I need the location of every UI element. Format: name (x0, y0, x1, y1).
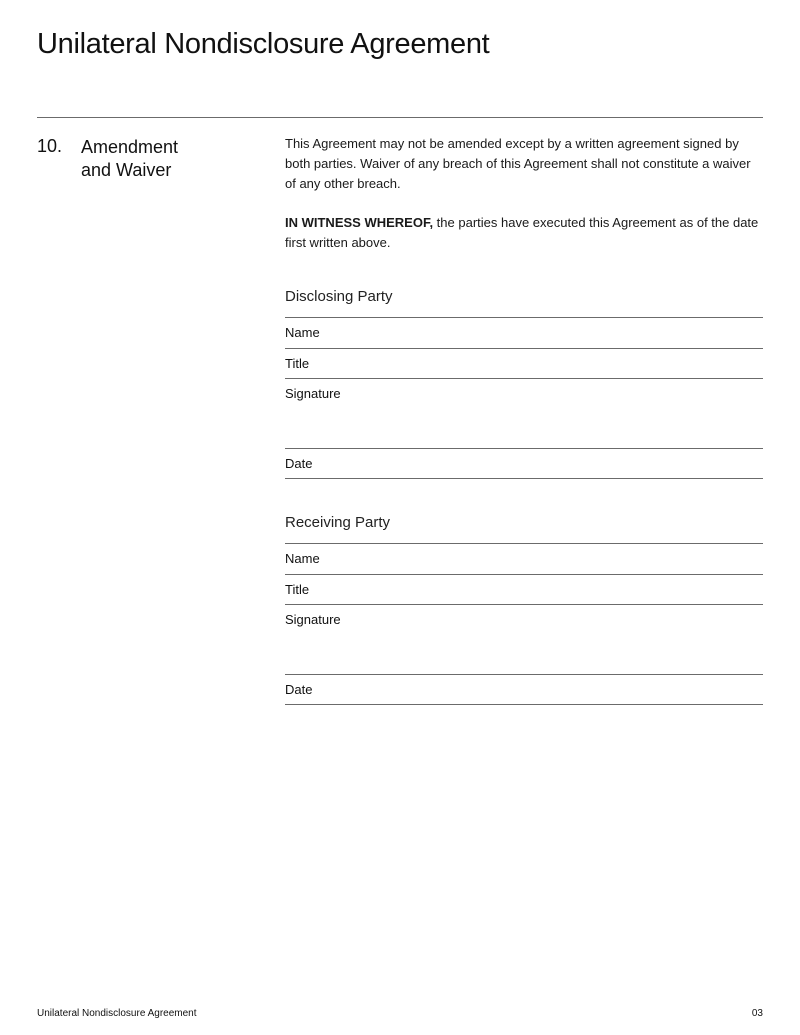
document-title: Unilateral Nondisclosure Agreement (37, 28, 490, 60)
section-number: 10. (37, 136, 63, 156)
receiving-date-field[interactable]: Date (285, 682, 313, 697)
receiving-party-heading: Receiving Party (285, 514, 391, 531)
receiving-rule-date (285, 704, 763, 705)
witness-text: the parties have executed this Agreement as of the date first written above. (285, 215, 759, 250)
disclosing-rule-top (285, 317, 763, 318)
footer-document-title: Unilateral Nondisclosure Agreement (37, 1008, 197, 1019)
section-heading-line-2: and Waiver (81, 160, 172, 180)
disclosing-name-field[interactable]: Name (285, 325, 320, 340)
disclosing-date-field[interactable]: Date (285, 456, 313, 471)
disclosing-rule-name (285, 348, 763, 349)
disclosing-title-field[interactable]: Title (285, 356, 310, 371)
amendment-paragraph: This Agreement may not be amended except by a written agreement signed by both parties. Waiver of any breach of this Agreement shall not constitute a waiver of any other breach. (285, 136, 751, 191)
disclosing-rule-signature (285, 448, 763, 449)
receiving-rule-title (285, 604, 763, 605)
receiving-title-field[interactable]: Title (285, 582, 310, 597)
section-heading (81, 136, 251, 182)
witness-paragraph (285, 213, 765, 253)
page-number: 03 (751, 1008, 763, 1019)
receiving-rule-top (285, 543, 763, 544)
section-heading-line-1: Amendment (81, 137, 179, 157)
receiving-rule-signature (285, 674, 763, 675)
witness-lead: IN WITNESS WHEREOF, (285, 215, 434, 230)
title-divider (37, 117, 763, 118)
disclosing-rule-date (285, 478, 763, 479)
disclosing-party-heading: Disclosing Party (285, 288, 393, 305)
disclosing-signature-field[interactable]: Signature (285, 386, 341, 401)
receiving-signature-field[interactable]: Signature (285, 612, 341, 627)
receiving-rule-name (285, 574, 763, 575)
disclosing-rule-title (285, 378, 763, 379)
receiving-name-field[interactable]: Name (285, 551, 320, 566)
